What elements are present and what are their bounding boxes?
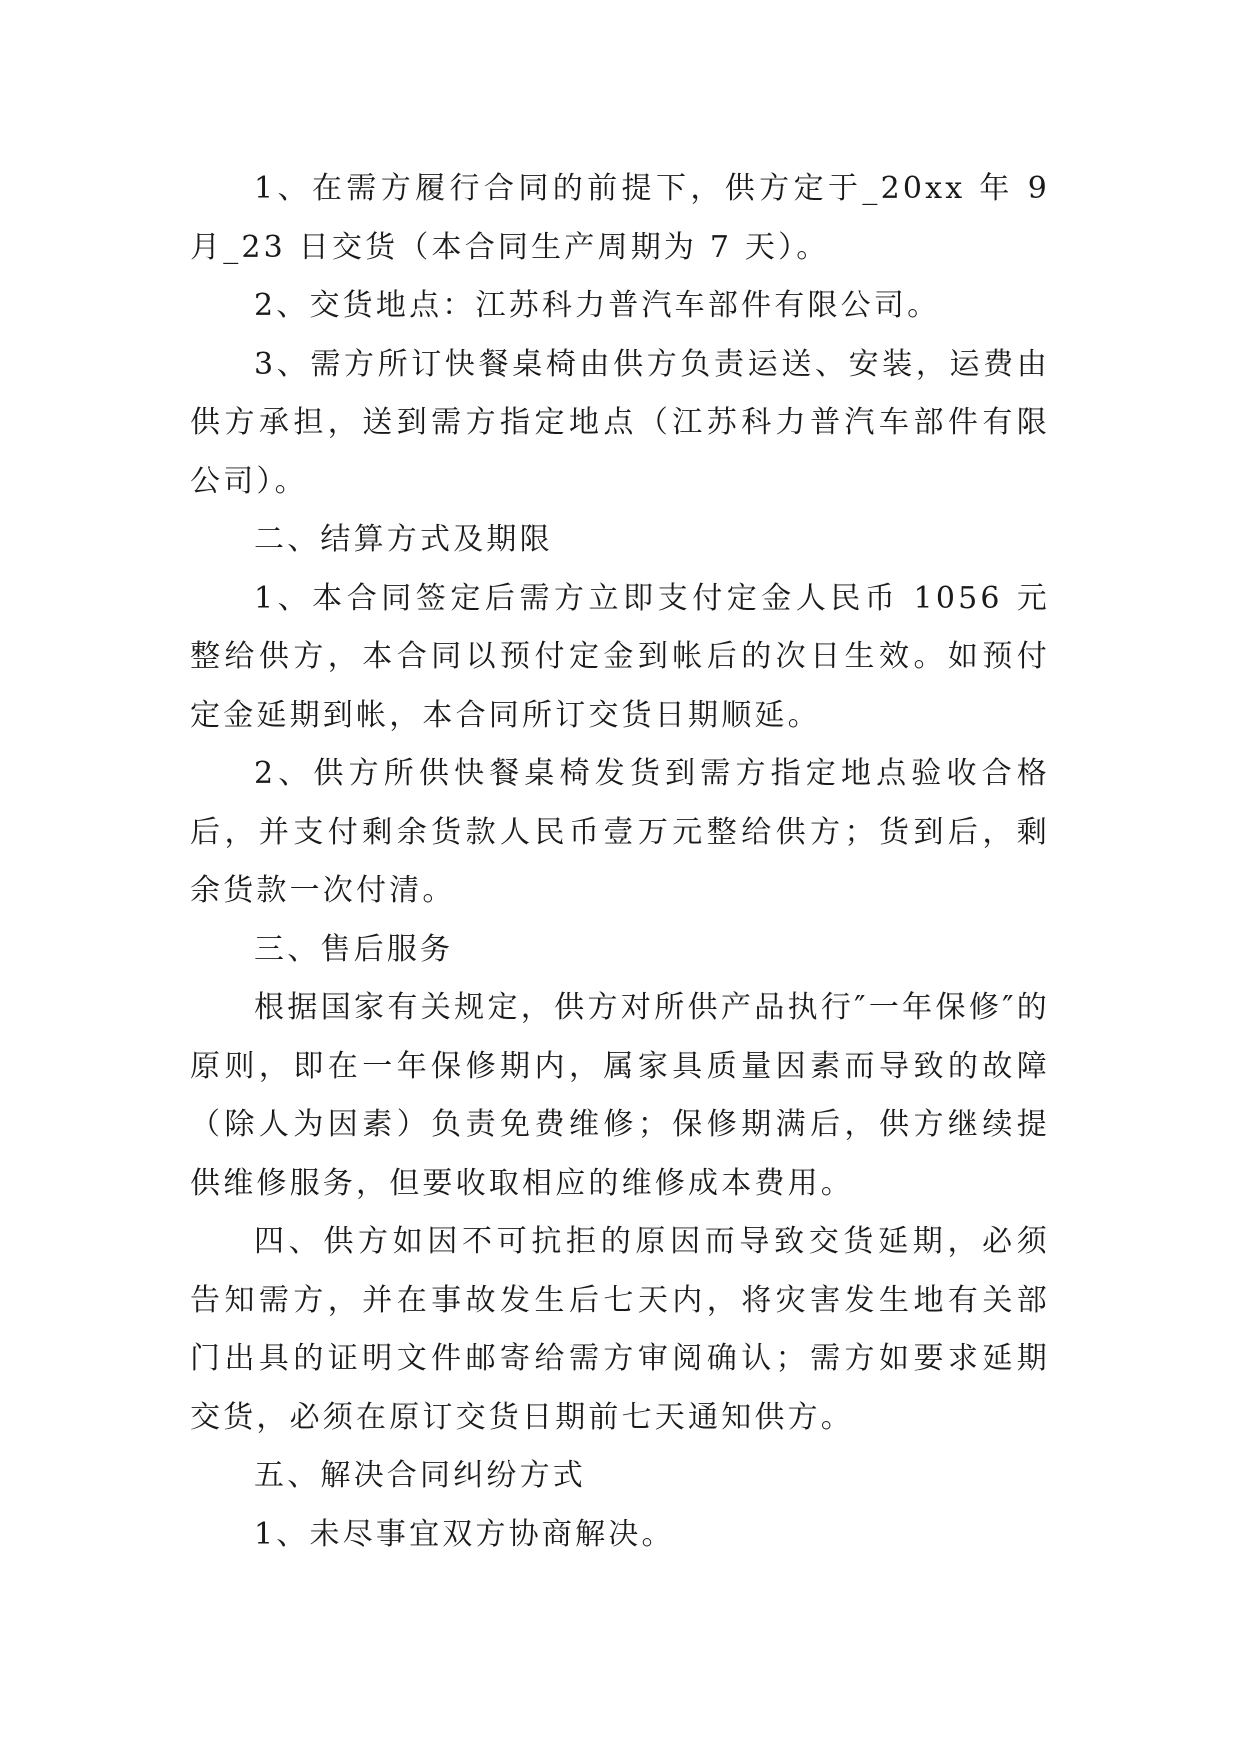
settlement-heading: 二、结算方式及期限: [254, 522, 553, 557]
dispute-resolution-heading: 五、解决合同纠纷方式: [254, 1458, 586, 1493]
warranty-clause: 根据国家有关规定，供方对所供产品执行″一年保修″的原则，即在一年保修期内，属家具质量因素而导致的故障（除人为因素）负责免费维修；保修期满后，供方继续提供维修服务，但要收取相应的维修成本费用。: [190, 990, 1050, 1201]
transport-installation-clause: 3、需方所订快餐桌椅由供方负责运送、安装，运费由供方承担，送到需方指定地点（江苏科力普汽车部件有限公司）。: [190, 346, 1050, 499]
delivery-location-clause: 2、交货地点：江苏科力普汽车部件有限公司。: [254, 288, 941, 323]
force-majeure-clause: 四、供方如因不可抗拒的原因而导致交货延期，必须告知需方，并在事故发生后七天内，将灾害发生地有关部门出具的证明文件邮寄给需方审阅确认；需方如要求延期交货，必须在原订交货日期前七天通知供方。: [190, 1224, 1050, 1435]
after-sales-heading: 三、售后服务: [254, 931, 454, 967]
document-page: [190, 160, 1050, 1564]
balance-payment-clause: 2、供方所供快餐桌椅发货到需方指定地点验收合格后，并支付剩余货款人民币壹万元整给供方；货到后，剩余货款一次付清。: [190, 756, 1050, 908]
delivery-date-clause: 1、在需方履行合同的前提下，供方定于_20xx 年 9 月_23 日交货（本合同生产周期为 7 天）。: [190, 171, 1050, 265]
deposit-clause: 1、本合同签定后需方立即支付定金人民币 1056 元整给供方，本合同以预付定金到帐后的次日生效。如预付定金延期到帐，本合同所订交货日期顺延。: [190, 580, 1050, 733]
negotiation-clause: 1、未尽事宜双方协商解决。: [254, 1516, 675, 1552]
